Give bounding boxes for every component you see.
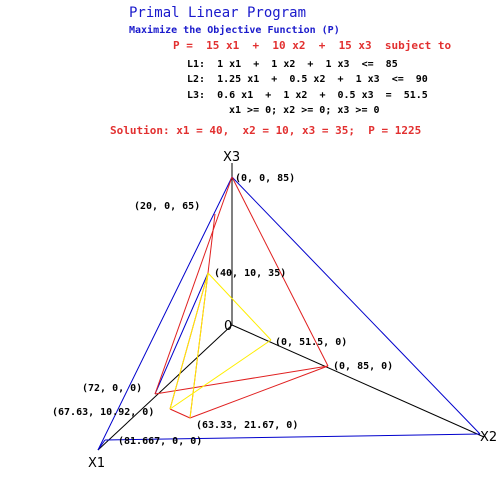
point-label: (0, 51.5, 0) [275, 337, 348, 348]
origin-label: 0 [224, 319, 233, 334]
constraint-l3: L3: 0.6 x1 + 1 x2 + 0.5 x3 = 51.5 [187, 90, 428, 101]
page-title: Primal Linear Program [129, 5, 307, 21]
point-label: (72, 0, 0) [82, 383, 143, 394]
point-label: (81.667, 0, 0) [118, 436, 203, 447]
l2-edge [232, 177, 480, 434]
l3-edge [170, 340, 271, 409]
x3-axis-label: X3 [223, 150, 241, 165]
constraint-l2: L2: 1.25 x1 + 0.5 x2 + 1 x3 <= 90 [187, 74, 428, 85]
point-label: (20, 0, 65) [134, 201, 201, 212]
point-label: (0, 0, 85) [235, 173, 296, 184]
nonnegativity-constraint: x1 >= 0; x2 >= 0; x3 >= 0 [229, 105, 380, 116]
x1-axis-label: X1 [88, 456, 106, 471]
l1-edge [190, 366, 328, 418]
objective-heading: Maximize the Objective Function (P) [129, 25, 340, 36]
l3-plane [170, 273, 271, 418]
x2-axis-label: X2 [480, 430, 498, 445]
objective-function: P = 15 x1 + 10 x2 + 15 x3 subject to [173, 39, 452, 52]
solution-line: Solution: x1 = 40, x2 = 10, x3 = 35; P = 1225 [110, 124, 422, 137]
l2-plane [98, 177, 480, 450]
l1-edge [170, 409, 190, 418]
point-label: (67.63, 10.92, 0) [52, 407, 155, 418]
point-label: (63.33, 21.67, 0) [196, 420, 299, 431]
l1-plane [155, 177, 328, 418]
point-label: (40, 10, 35) [214, 268, 287, 279]
point-label: (0, 85, 0) [333, 361, 394, 372]
constraint-l1: L1: 1 x1 + 1 x2 + 1 x3 <= 85 [187, 59, 398, 70]
l3-edge [208, 273, 271, 340]
